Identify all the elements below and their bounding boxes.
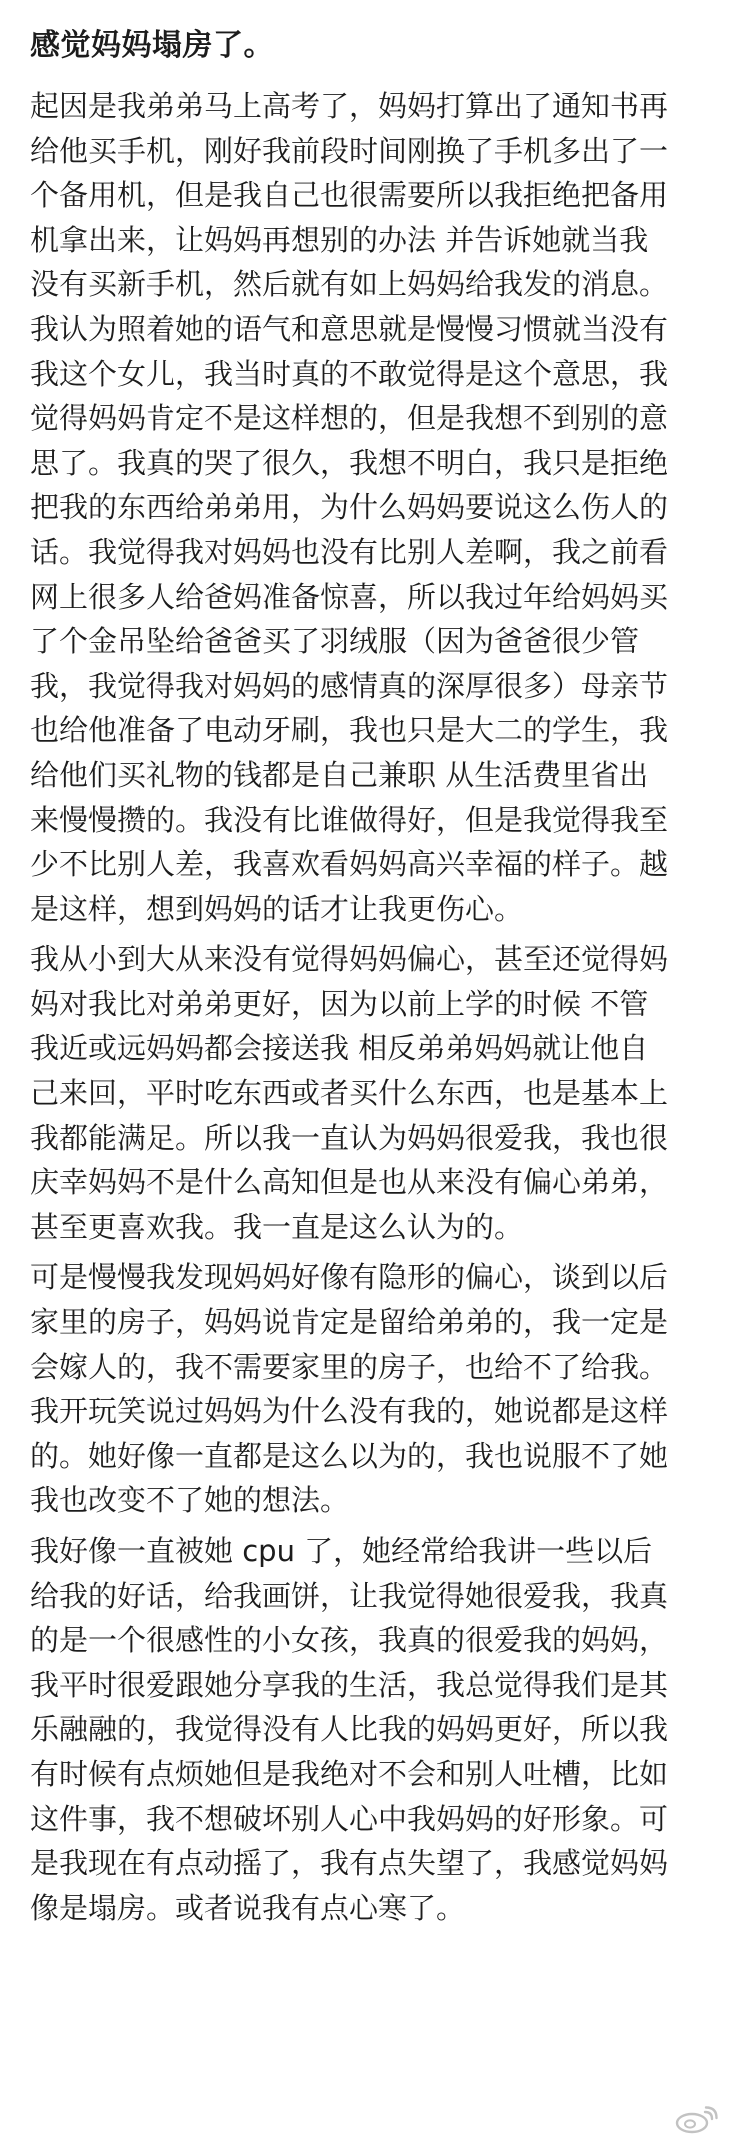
post-paragraph-4: 我好像一直被她 cpu 了，她经常给我讲一些以后 给我的好话，给我画饼，让我觉得她很爱我，我真 的是一个很感性的小女孩，我真的很爱我的妈妈， 我平时很爱跟她分享我的生活，我总觉得我们是其 乐融融的，我觉得没有人比我的妈妈更好，所以我 有时候有点烦她但是我绝对不会和别人吐槽，比如 这件事，我不想破坏别人心中我妈妈的好形象。可 是我现在有点动摇了，我有点失望了，我感觉妈妈 像是塌房。或者说我有点心寒了。 <box>30 1534 669 1925</box>
post-paragraph-2: 我从小到大从来没有觉得妈妈偏心，甚至还觉得妈 妈对我比对弟弟更好，因为以前上学的时候 不管 我近或远妈妈都会接送我 相反弟弟妈妈就让他自 己来回，平时吃东西或者买什么东西，也是基本上 我都能满足。所以我一直认为妈妈很爱我，我也很 庆幸妈妈不是什么高知但是也从来没有偏心弟弟， 甚至更喜欢我。我一直是这么认为的。 <box>30 942 669 1244</box>
watermark <box>672 2106 718 2134</box>
post-paragraph-3: 可是慢慢我发现妈妈好像有隐形的偏心，谈到以后 家里的房子，妈妈说肯定是留给弟弟的，我一定是 会嫁人的，我不需要家里的房子，也给不了给我。 我开玩笑说过妈妈为什么没有我的，她说都是这样 的。她好像一直都是这么以为的，我也说服不了她 我也改变不了她的想法。 <box>30 1260 669 1518</box>
weibo-logo-icon <box>672 2106 718 2134</box>
post-title: 感觉妈妈塌房了。 <box>30 28 274 63</box>
post-paragraph-1: 起因是我弟弟马上高考了，妈妈打算出了通知书再 给他买手机，刚好我前段时间刚换了手机多出了一 个备用机，但是我自己也很需要所以我拒绝把备用 机拿出来，让妈妈再想别的办法 并告诉她就当我 没有买新手机，然后就有如上妈妈给我发的消息。 我认为照着她的语气和意思就是慢慢习惯就当没有 我这个女儿，我当时真的不敢觉得是这个意思，我 觉得妈妈肯定不是这样想的，但是我想不到别的意 思了。我真的哭了很久，我想不明白，我只是拒绝 把我的东西给弟弟用，为什么妈妈要说这么伤人的 话。我觉得我对妈妈也没有比别人差啊，我之前看 网上很多人给爸妈准备惊喜，所以我过年给妈妈买 了个金吊坠给爸爸买了羽绒服（因为爸爸很少管 我，我觉得我对妈妈的感情真的深厚很多）母亲节 也给他准备了电动牙刷，我也只是大二的学生，我 给他们买礼物的钱都是自己兼职 从生活费里省出 来慢慢攒的。我没有比谁做得好，但是我觉得我至 少不比别人差，我喜欢看妈妈高兴幸福的样子。越 是这样，想到妈妈的话才让我更伤心。 <box>30 89 669 926</box>
